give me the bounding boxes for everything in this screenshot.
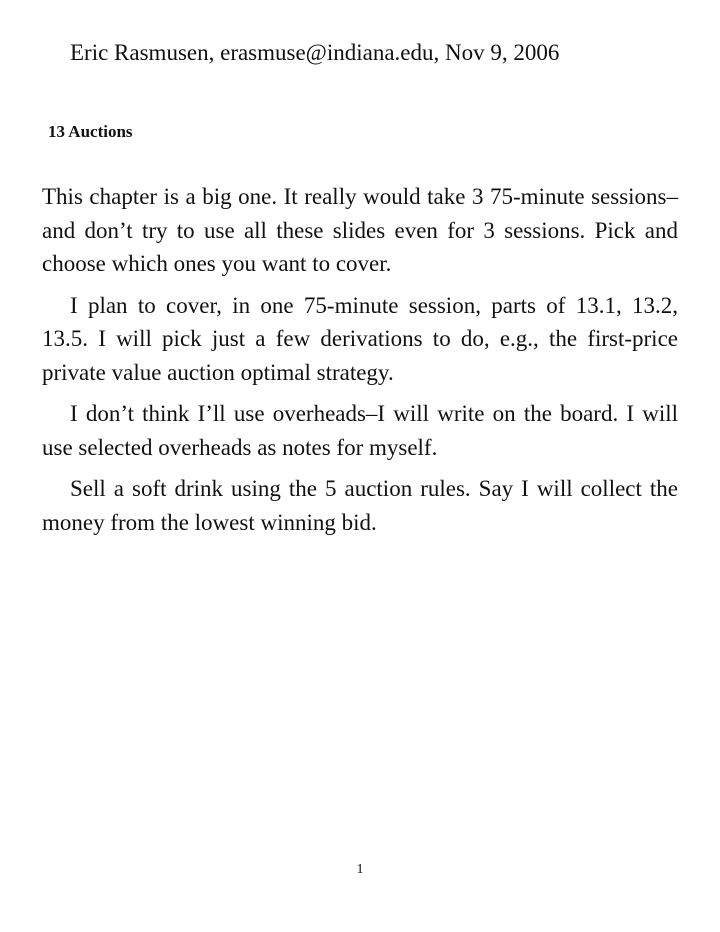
author-line: Eric Rasmusen, erasmuse@indiana.edu, Nov 9, 2006 — [70, 40, 560, 65]
section-heading: 13 Auctions — [48, 122, 133, 141]
paragraph-3: I don’t think I’ll use overheads–I will write on the board. I will use selected overheads as notes for myself. — [42, 401, 678, 460]
paragraph-1: This chapter is a big one. It really would take 3 75-minute sessions– and don’t try to use all these slides even for 3 sessions. Pick and choose which ones you want to cover. — [42, 184, 678, 276]
paragraph-4: Sell a soft drink using the 5 auction rules. Say I will collect the money from the lowest winning bid. — [42, 476, 678, 535]
body-text — [42, 180, 678, 547]
page-number: 1 — [356, 862, 364, 877]
paragraph-2: I plan to cover, in one 75-minute session, parts of 13.1, 13.2, 13.5. I will pick just a few derivations to do, e.g., the first-price private value auction optimal strategy. — [42, 292, 678, 385]
